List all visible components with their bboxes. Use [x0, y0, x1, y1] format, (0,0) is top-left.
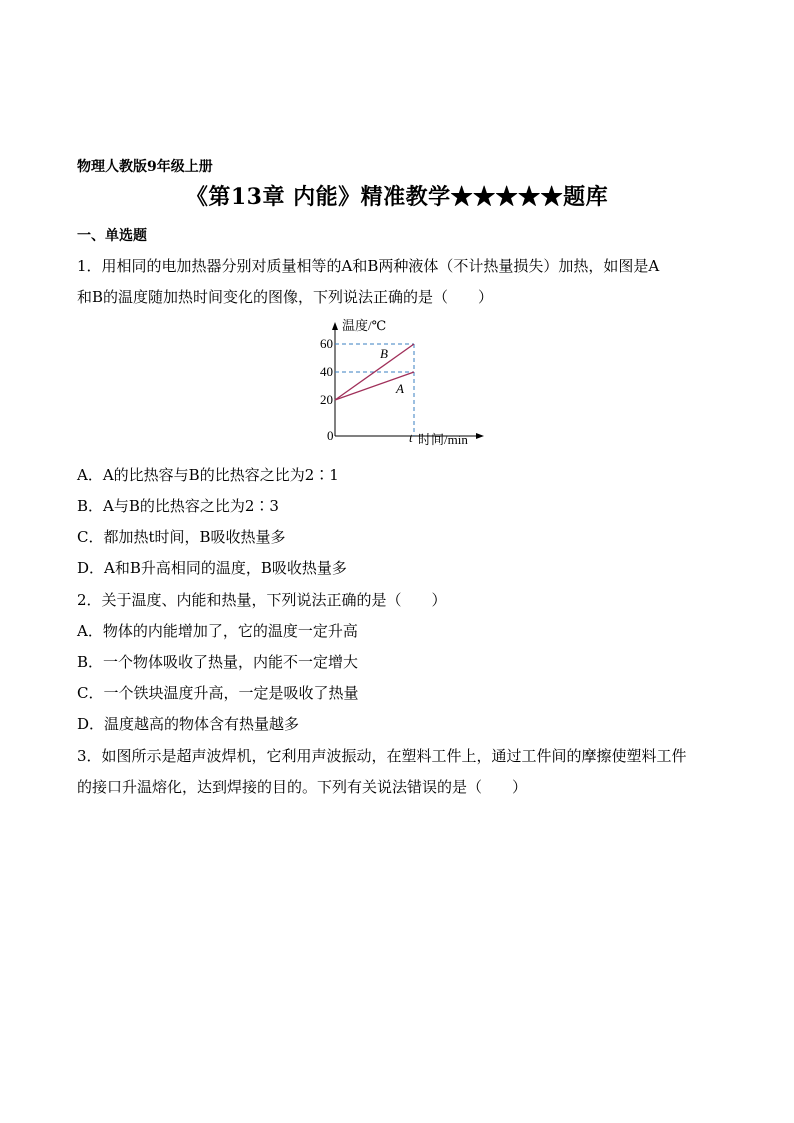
q2-option-c: C．一个铁块温度升高，一定是吸收了热量 [77, 684, 359, 702]
y-tick-60: 60 [320, 336, 333, 351]
x-axis-arrow [476, 433, 484, 439]
y-tick-40: 40 [320, 364, 333, 379]
document-title: 《第13章 内能》精准教学★★★★★题库 [185, 184, 609, 210]
y-axis-label: 温度/℃ [342, 318, 387, 333]
x-axis-label: 时间/min [418, 432, 468, 447]
y-tick-20: 20 [320, 392, 333, 407]
q2-option-d: D．温度越高的物体含有热量越多 [77, 715, 300, 733]
y-axis-arrow [332, 322, 338, 330]
q3-stem-line2: 的接口升温熔化，达到焊接的目的。下列有关说法错误的是（ ） [77, 778, 528, 796]
q1-option-a: A．A的比热容与B的比热容之比为2∶1 [77, 466, 339, 484]
q1-stem-line2: 和B的温度随加热时间变化的图像，下列说法正确的是（ ） [77, 288, 494, 306]
section-heading: 一、单选题 [77, 228, 147, 244]
q1-temperature-graph [310, 316, 510, 456]
x-tick-t: t [409, 430, 413, 445]
series-b-label: B [380, 346, 388, 361]
document-subtitle: 物理人教版9年级上册 [77, 159, 213, 175]
series-a-label: A [396, 381, 404, 396]
q1-option-d: D．A和B升高相同的温度，B吸收热量多 [77, 559, 347, 577]
q2-option-b: B．一个物体吸收了热量，内能不一定增大 [77, 653, 359, 671]
q1-option-c: C．都加热t时间，B吸收热量多 [77, 528, 286, 546]
q1-stem-line1: 1．用相同的电加热器分别对质量相等的A和B两种液体（不计热量损失）加热，如图是A [77, 257, 660, 275]
q1-option-b: B．A与B的比热容之比为2∶3 [77, 497, 279, 515]
origin-label: 0 [327, 428, 334, 443]
q2-stem: 2．关于温度、内能和热量，下列说法正确的是（ ） [77, 591, 447, 609]
q3-stem-line1: 3．如图所示是超声波焊机，它利用声波振动，在塑料工件上，通过工件间的摩擦使塑料工件 [77, 747, 687, 765]
q2-option-a: A．物体的内能增加了，它的温度一定升高 [77, 622, 358, 640]
